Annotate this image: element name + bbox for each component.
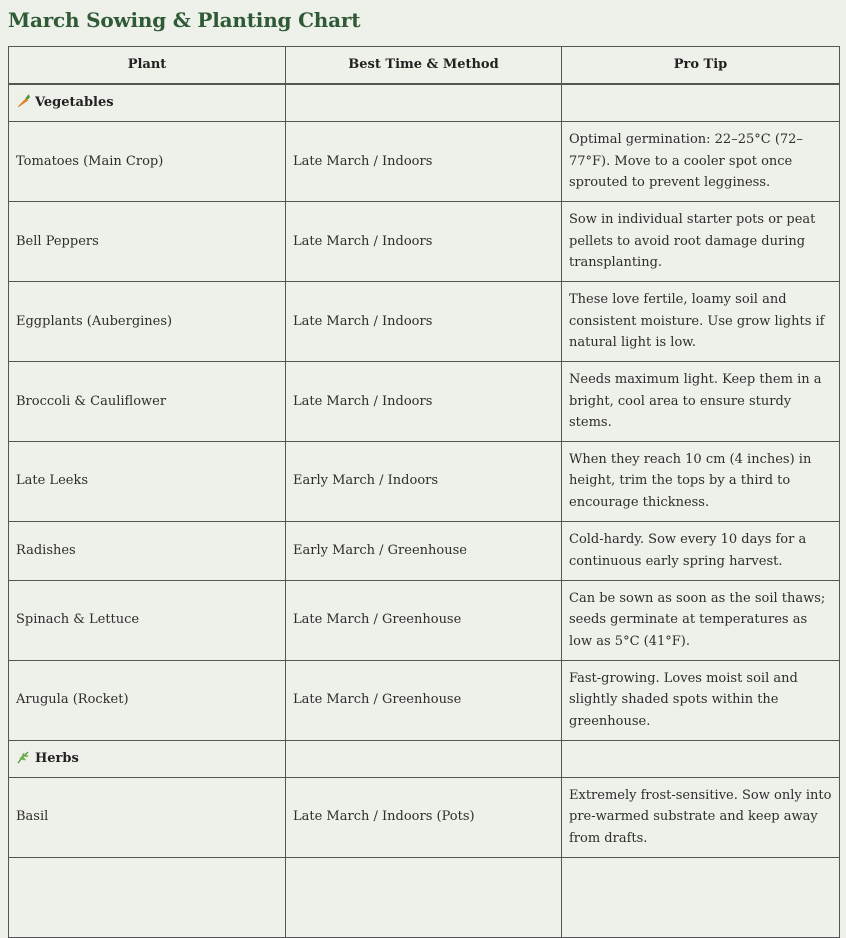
- time-method-cell: Late March / Indoors (Pots): [286, 777, 562, 857]
- category-cell: [9, 740, 286, 777]
- table-row: [9, 580, 840, 660]
- time-method-cell: Early March / Greenhouse: [286, 521, 562, 580]
- plant-cell: Tomatoes (Main Crop): [9, 122, 286, 202]
- pro-tip-cell: These love fertile, loamy soil and consistent moisture. Use grow lights if natural light is low.: [562, 282, 840, 362]
- pro-tip-cell: Optimal germination: 22–25°C (72–77°F). Move to a cooler spot once sprouted to prevent legginess.: [562, 122, 840, 202]
- pro-tip-cell: Extremely frost-sensitive. Sow only into pre-warmed substrate and keep away from drafts.: [562, 777, 840, 857]
- pro-tip-cell: [562, 857, 840, 937]
- plant-cell: Basil: [9, 777, 286, 857]
- pro-tip-cell: Fast-growing. Loves moist soil and slightly shaded spots within the greenhouse.: [562, 660, 840, 740]
- table-row: [9, 202, 840, 282]
- page-title: March Sowing & Planting Chart: [8, 8, 361, 32]
- category-empty-cell: [562, 740, 840, 777]
- table-row: [9, 857, 840, 937]
- pro-tip-cell: Sow in individual starter pots or peat pellets to avoid root damage during transplanting.: [562, 202, 840, 282]
- table-row: [9, 282, 840, 362]
- category-empty-cell: [286, 84, 562, 122]
- category-row-herbs: [9, 740, 840, 777]
- plant-cell: Eggplants (Aubergines): [9, 282, 286, 362]
- pro-tip-cell: When they reach 10 cm (4 inches) in height, trim the tops by a third to encourage thickness.: [562, 441, 840, 521]
- plant-cell: Bell Peppers: [9, 202, 286, 282]
- table-row: [9, 122, 840, 202]
- carrot-icon: [16, 94, 30, 108]
- plant-cell: Late Leeks: [9, 441, 286, 521]
- table-row: [9, 660, 840, 740]
- time-method-cell: Early March / Indoors: [286, 441, 562, 521]
- plant-cell: Spinach & Lettuce: [9, 580, 286, 660]
- time-method-cell: Late March / Indoors: [286, 362, 562, 442]
- planting-table: [8, 46, 840, 938]
- table-row: [9, 521, 840, 580]
- category-label: Vegetables: [35, 95, 114, 111]
- category-cell: [9, 84, 286, 122]
- pro-tip-cell: Can be sown as soon as the soil thaws; seeds germinate at temperatures as low as 5°C (41°F).: [562, 580, 840, 660]
- time-method-cell: Late March / Indoors: [286, 202, 562, 282]
- category-empty-cell: [286, 740, 562, 777]
- plant-cell: [9, 857, 286, 937]
- header-plant: Plant: [9, 47, 286, 85]
- table-row: [9, 441, 840, 521]
- category-label: Herbs: [35, 750, 79, 766]
- plant-cell: Broccoli & Cauliflower: [9, 362, 286, 442]
- pro-tip-cell: Needs maximum light. Keep them in a bright, cool area to ensure sturdy stems.: [562, 362, 840, 442]
- category-empty-cell: [562, 84, 840, 122]
- pro-tip-cell: Cold-hardy. Sow every 10 days for a continuous early spring harvest.: [562, 521, 840, 580]
- table-header-row: [9, 47, 840, 85]
- category-row-vegetables: [9, 84, 840, 122]
- plant-cell: Arugula (Rocket): [9, 660, 286, 740]
- herb-icon: [16, 750, 30, 764]
- header-time-method: Best Time & Method: [286, 47, 562, 85]
- table-row: [9, 777, 840, 857]
- time-method-cell: [286, 857, 562, 937]
- plant-cell: Radishes: [9, 521, 286, 580]
- time-method-cell: Late March / Indoors: [286, 122, 562, 202]
- time-method-cell: Late March / Greenhouse: [286, 580, 562, 660]
- header-pro-tip: Pro Tip: [562, 47, 840, 85]
- time-method-cell: Late March / Indoors: [286, 282, 562, 362]
- time-method-cell: Late March / Greenhouse: [286, 660, 562, 740]
- table-row: [9, 362, 840, 442]
